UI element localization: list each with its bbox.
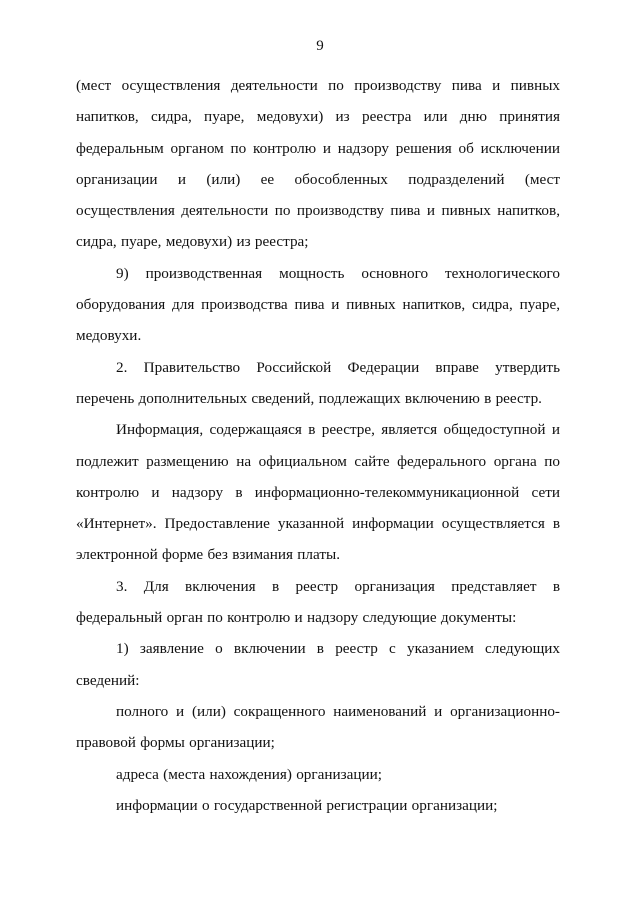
paragraph-public-information: Информация, содержащаяся в реестре, является общедоступной и подлежит размещению на официальном сайте федерального органа по контролю и надзору в информационно-телекоммуникационной сети «Интернет». Предоставление указанной информации осуществляется в электронной форме без взимания платы. <box>76 421 560 564</box>
document-body <box>76 70 560 821</box>
paragraph-state-registration: информации о государственной регистрации организации; <box>116 796 498 814</box>
paragraph-organization-address: адреса (места нахождения) организации; <box>116 765 382 783</box>
paragraph-clause-3-documents: 3. Для включения в реестр организация представляет в федеральный орган по контролю и надзору следующие документы: <box>76 577 560 627</box>
page-number: 9 <box>316 38 324 54</box>
paragraph-clause-2-government: 2. Правительство Российской Федерации вправе утвердить перечень дополнительных сведений, подлежащих включению в реестр. <box>76 358 560 407</box>
paragraph-registry-exclusion-continuation: (мест осуществления деятельности по производству пива и пивных напитков, сидра, пуаре, медовухи) из реестра или дню принятия федеральным органом по контролю и надзору решения об исключении организации и (или) ее обособленных подразделений (мест осуществления деятельности по производству пива и пивных напитков, сидра, пуаре, медовухи) из реестра; <box>76 77 560 251</box>
paragraph-item-1-application: 1) заявление о включении в реестр с указанием следующих сведений: <box>76 640 560 689</box>
paragraph-organization-name: полного и (или) сокращенного наименований и организационно-правовой формы организации; <box>76 702 560 752</box>
paragraph-item-9-capacity: 9) производственная мощность основного технологического оборудования для производства пива и пивных напитков, сидра, пуаре, медовухи. <box>76 264 560 345</box>
